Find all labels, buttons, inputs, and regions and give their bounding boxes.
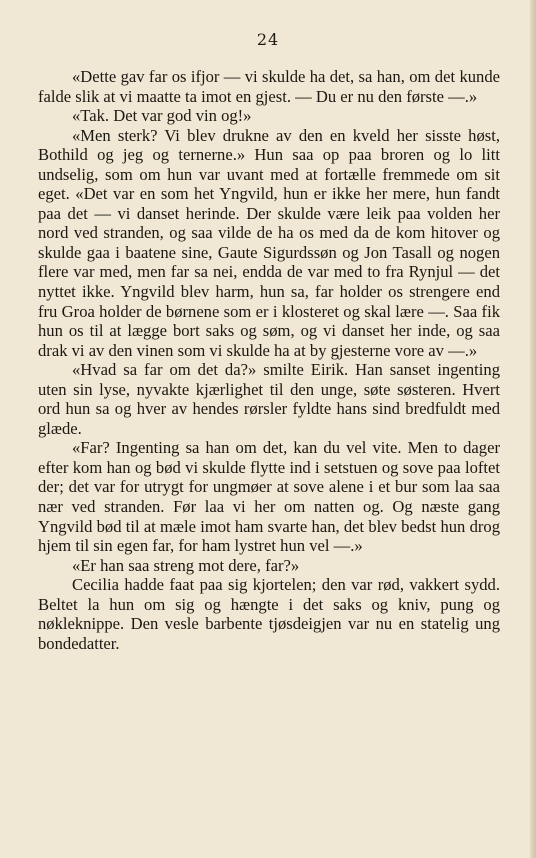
page-edge: [530, 0, 536, 858]
paragraph: «Er han saa streng mot dere, far?»: [72, 555, 300, 575]
paragraph: «Dette gav far os ifjor — vi skulde ha det, sa han, om det kunde falde slik at vi maatte ta imot en gjest. — Du er nu den første —.»: [38, 67, 500, 106]
paragraph: «Men sterk? Vi blev drukne av den en kveld her sisste høst, Bothild og jeg og ternerne.» Hun saa op paa broren og lo litt undselig, som om hun var uvant med at fortælle fremmede om sit eget. «Det var en som het Yngvild, hun er ikke her mere, hun fandt paa det — vi danset herinde. Der skulde være leik paa volden her nord ved stranden, og saa vilde de ha os med da de kom hitover og skulde gaa i baatene sine, Gaute Sigurdssøn og Jon Tasall og nogen flere var med, men far sa nei, endda de var med to fra Rynjul — det nyttet ikke. Yngvild blev harm, hun sa, far holder os strengere end fru Groa holder de børnene som er i klosteret og skal lære —. Saa fik hun os til at lægge bort saks og søm, og vi danset her inde, og saa drak vi av den vinen som vi skulde ha at by gjesterne vore av —.»: [38, 125, 500, 360]
paragraph: Cecilia hadde faat paa sig kjortelen; den var rød, vakkert sydd. Beltet la hun om sig og hængte i det saks og kniv, pung og nøkleknippe. Den vesle barbente tjøsdeigjen var nu en statelig ung bondedatter.: [38, 575, 500, 653]
paragraph: «Far? Ingenting sa han om det, kan du vel vite. Men to dager efter kom han og bød vi skulde flytte ind i setstuen og sove paa loftet der; det var for utrygt for ungmøer at sove alene i et bur som laa saa nær ved stranden. Før laa vi her om natten og. Og næste gang Yngvild bød til at mæle imot ham svarte han, det blev bedst hun drog hjem til sin egen far, for ham lystret hun vel —.»: [38, 438, 500, 556]
page-number: 24: [256, 30, 280, 49]
paragraph: «Hvad sa far om det da?» smilte Eirik. Han sanset ingenting uten sin lyse, nyvakte kjærlighet til den unge, søte søsteren. Hvert ord hun sa og hver av hendes rørsler fyldte hans sind bredfuldt med glæde.: [38, 360, 500, 438]
body-text: [38, 67, 500, 653]
paragraph: «Tak. Det var god vin og!»: [72, 106, 252, 126]
